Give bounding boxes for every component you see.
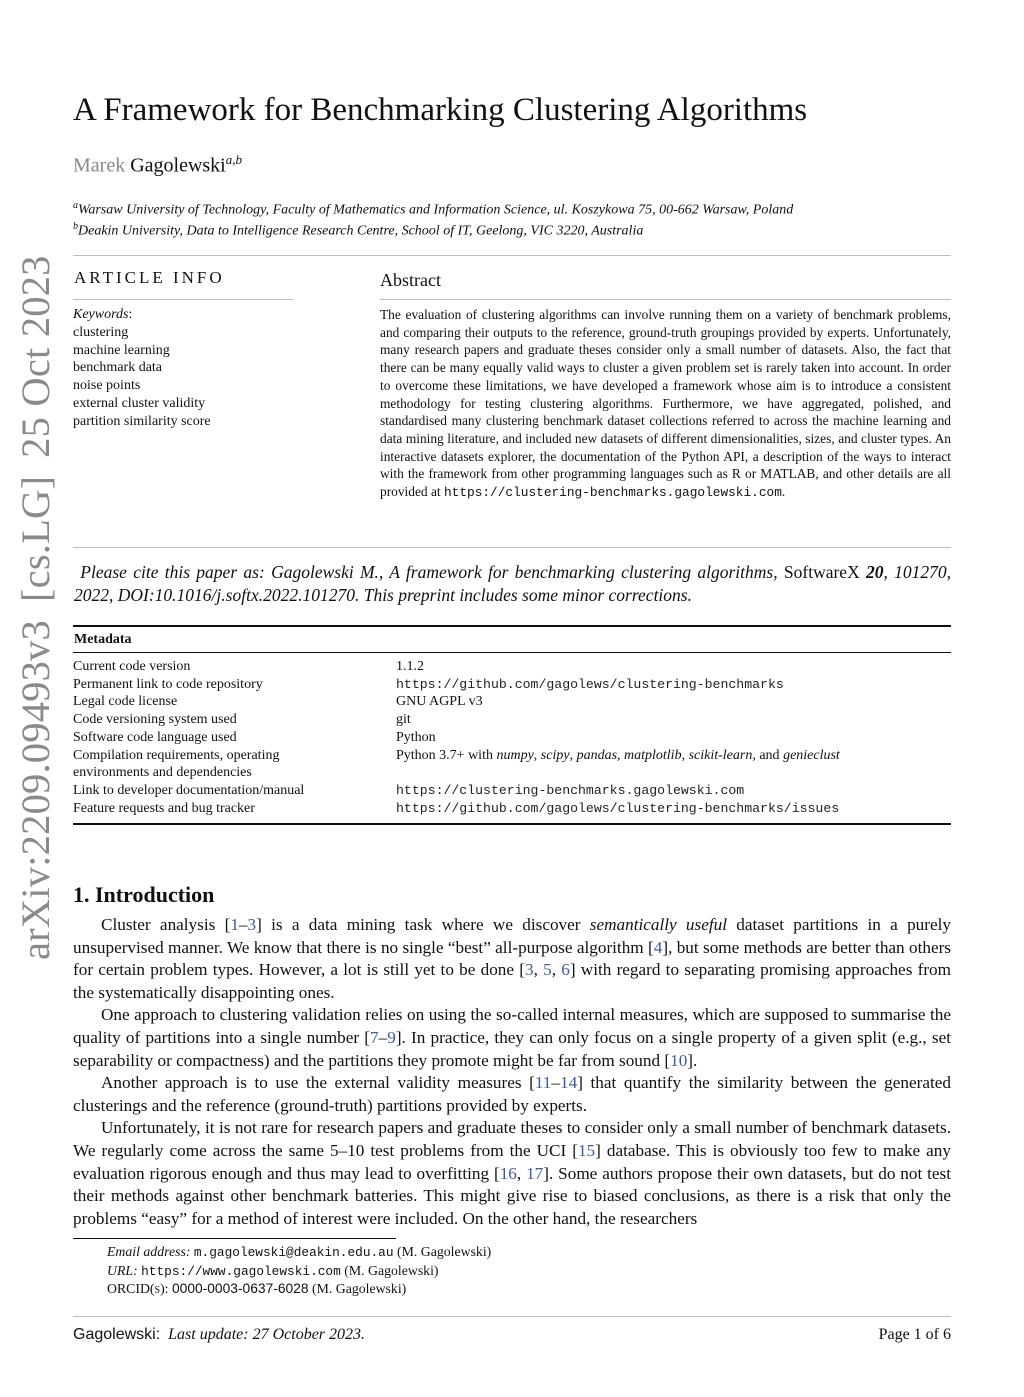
citation-link[interactable]: 9 bbox=[387, 1027, 396, 1047]
paragraph: Cluster analysis [1–3] is a data mining task where we discover semantically useful dataset partitions in a purely unsupervised manner. We know that there is no single “best” all-purpose algorithm [4], but some methods are better than others for certain problem types. However, a lot is still yet to be done [3, 5, 6] with regard to separating promising approaches from the systematically disappointing ones. bbox=[73, 915, 952, 1002]
abstract-heading: Abstract bbox=[380, 270, 441, 290]
arxiv-date: 25 Oct 2023 bbox=[13, 255, 58, 458]
metadata-heading: Metadata bbox=[74, 632, 132, 647]
arxiv-side-stamp bbox=[12, 237, 59, 960]
introduction-body bbox=[73, 914, 951, 1230]
keyword: partition similarity score bbox=[73, 413, 211, 429]
author-given-name: Marek bbox=[73, 154, 126, 177]
paper-title: A Framework for Benchmarking Clustering Algorithms bbox=[73, 92, 808, 128]
author-family-name: Gagolewski bbox=[130, 154, 226, 177]
abstract-bottom-divider bbox=[73, 547, 951, 548]
footer-update: Last update: 27 October 2023. bbox=[168, 1326, 366, 1343]
metadata-row: Current code version 1.1.2 bbox=[73, 659, 424, 674]
metadata-row: Feature requests and bug tracker https://github.com/gagolews/clustering-benchmarks/issues bbox=[73, 800, 951, 818]
keyword: external cluster validity bbox=[73, 395, 206, 411]
article-info-heading: ARTICLE INFO bbox=[74, 268, 225, 287]
arxiv-category: [cs.LG] bbox=[13, 475, 58, 603]
issues-link[interactable]: https://github.com/gagolews/clustering-benchmarks/issues bbox=[396, 800, 840, 816]
abstract-text: The evaluation of clustering algorithms can involve running them on a variety of benchmark problems, and comparing their outputs to the reference, ground-truth groupings provided by experts. Unfortunately, many research papers and graduate theses consider only a small number of datasets. Also, the fact that there can be many equally valid ways to cluster a given problem set is rarely taken into account. In order to overcome these limitations, we have developed a framework whose aim is to introduce a consistent methodology for testing clustering algorithms. Furthermore, we have aggregated, polished, and standardised many clustering benchmark dataset collections referred to across the machine learning and data mining literature, and included new datasets of different dimensionalities, sizes, and cluster types. An interactive datasets explorer, the documentation of the Python API, a description of the ways to interact with the framework from other programming languages such as R or MATLAB, and other details are all provided at https://clustering-benchmarks.gagolewski.com. bbox=[380, 307, 951, 501]
citation-note: Please cite this paper as: Gagolewski M., A framework for benchmarking clustering algorithms, SoftwareX 20, 101270, 2022, DOI:10.1016/j.softx.2022.101270. This preprint includes some minor corrections. bbox=[74, 562, 952, 605]
footer-left bbox=[73, 1326, 365, 1344]
abstract-url-link[interactable]: https://clustering-benchmarks.gagolewski.com bbox=[443, 485, 782, 501]
citation-link[interactable]: 15 bbox=[577, 1140, 596, 1160]
arxiv-id: arXiv:2209.09493v3 bbox=[13, 620, 58, 960]
section-heading-introduction: 1. Introduction bbox=[73, 882, 215, 907]
footnote-email: Email address: m.gagolewski@deakin.edu.au (M. Gagolewski) bbox=[107, 1244, 492, 1260]
metadata-mid-rule bbox=[73, 652, 951, 653]
citation-link[interactable]: 5 bbox=[543, 960, 552, 980]
keywords-list: Keywords: clustering machine learning benchmark data noise points external cluster validity partition similarity score bbox=[73, 307, 211, 429]
paragraph: Another approach is to use the external validity measures [11–14] that quantify the similarity between the generated clusterings and the reference (ground-truth) partitions provided by experts. bbox=[73, 1073, 951, 1115]
page-footer bbox=[73, 1326, 951, 1344]
citation-link[interactable]: 10 bbox=[670, 1050, 688, 1070]
metadata-key-multiline: Compilation requirements, operating environments and dependencies bbox=[73, 747, 280, 781]
citation-link[interactable]: 14 bbox=[560, 1073, 578, 1093]
metadata-row: Link to developer documentation/manual https://clustering-benchmarks.gagolewski.com bbox=[73, 782, 951, 800]
footer-author: Gagolewski: bbox=[73, 1326, 161, 1343]
affiliation-a: $^a$Warsaw University of Technology, Faculty of Mathematics and Information Science, ul. Koszykowa 75, 00-662 Warsaw, Poland bbox=[73, 200, 794, 218]
article-info-divider bbox=[73, 299, 293, 300]
keyword: machine learning bbox=[73, 342, 170, 358]
metadata-row: Software code language used Python bbox=[73, 729, 436, 745]
paragraph: One approach to clustering validation relies on using the so-called internal measures, which are supposed to summarise the quality of partitions into a single number [7–9]. In practice, they can only focus on a single property of a given split (e.g., set separability or compactness) and the partitions they promote might be far from sound [10]. bbox=[73, 1005, 952, 1070]
footnote-rule bbox=[73, 1238, 396, 1239]
citation-link[interactable]: 4 bbox=[653, 937, 663, 957]
citation-link[interactable]: 16 bbox=[499, 1163, 517, 1183]
metadata-row bbox=[73, 747, 951, 782]
footer-divider bbox=[73, 1316, 951, 1317]
citation-link[interactable]: 3 bbox=[524, 960, 534, 980]
author-affil-marks: a,b bbox=[225, 152, 242, 167]
footnote-url: URL: https://www.gagolewski.com (M. Gagolewski) bbox=[107, 1262, 439, 1279]
metadata-row: Code versioning system used git bbox=[73, 712, 411, 728]
metadata-table bbox=[73, 658, 951, 817]
citation-link[interactable]: 6 bbox=[561, 960, 570, 980]
metadata-bottom-rule bbox=[73, 823, 951, 825]
citation-link[interactable]: 17 bbox=[526, 1163, 544, 1183]
paragraph: Unfortunately, it is not rare for research papers and graduate theses to consider only a small number of benchmark datasets. We regularly come across the same 5–10 test problems from the UCI [15] database. This is obviously too few to make any evaluation rigorous enough and thus may lead to overfitting [16, 17]. Some authors propose their own datasets, but do not test their methods against other benchmark batteries. This might give rise to biased conclusions, as there is a risk that only the problems “easy” for a method of interest were included. On the other hand, the researchers bbox=[73, 1118, 952, 1228]
orcid-id[interactable]: 0000-0003-0637-6028 bbox=[171, 1281, 309, 1297]
author-line bbox=[73, 152, 242, 178]
keyword: noise points bbox=[73, 378, 141, 394]
metadata-row: Legal code license GNU AGPL v3 bbox=[73, 694, 483, 710]
citation-link[interactable]: 7 bbox=[370, 1027, 379, 1047]
keyword: benchmark data bbox=[73, 360, 163, 376]
metadata-top-rule bbox=[73, 625, 951, 627]
footnote-orcid: ORCID(s): 0000-0003-0637-6028 (M. Gagolewski) bbox=[107, 1281, 407, 1297]
documentation-link[interactable]: https://clustering-benchmarks.gagolewski.com bbox=[396, 782, 745, 798]
repository-link[interactable]: https://github.com/gagolews/clustering-benchmarks bbox=[396, 676, 784, 692]
page-number: Page 1 of 6 bbox=[878, 1326, 951, 1343]
keywords-label: Keywords bbox=[73, 307, 129, 322]
affiliation-b: $^b$Deakin University, Data to Intelligence Research Centre, School of IT, Geelong, VIC 3220, Australia bbox=[73, 221, 644, 239]
footnotes bbox=[107, 1243, 491, 1298]
metadata-row: Permanent link to code repository https://github.com/gagolews/clustering-benchmarks bbox=[73, 676, 951, 694]
header-divider bbox=[73, 255, 951, 256]
dependencies-value: Python 3.7+ with numpy, scipy, pandas, matplotlib, scikit-learn, and genieclust bbox=[396, 747, 840, 763]
citation-link[interactable]: 11 bbox=[534, 1073, 552, 1093]
journal-name: SoftwareX bbox=[783, 562, 860, 582]
citation-link[interactable]: 1 bbox=[230, 915, 239, 934]
citation-link[interactable]: 3 bbox=[247, 915, 257, 934]
abstract-divider bbox=[380, 299, 951, 300]
journal-volume: 20 bbox=[865, 562, 884, 582]
keyword: clustering bbox=[73, 324, 129, 340]
email-link[interactable]: m.gagolewski@deakin.edu.au bbox=[193, 1245, 394, 1260]
homepage-link[interactable]: https://www.gagolewski.com bbox=[141, 1263, 341, 1279]
